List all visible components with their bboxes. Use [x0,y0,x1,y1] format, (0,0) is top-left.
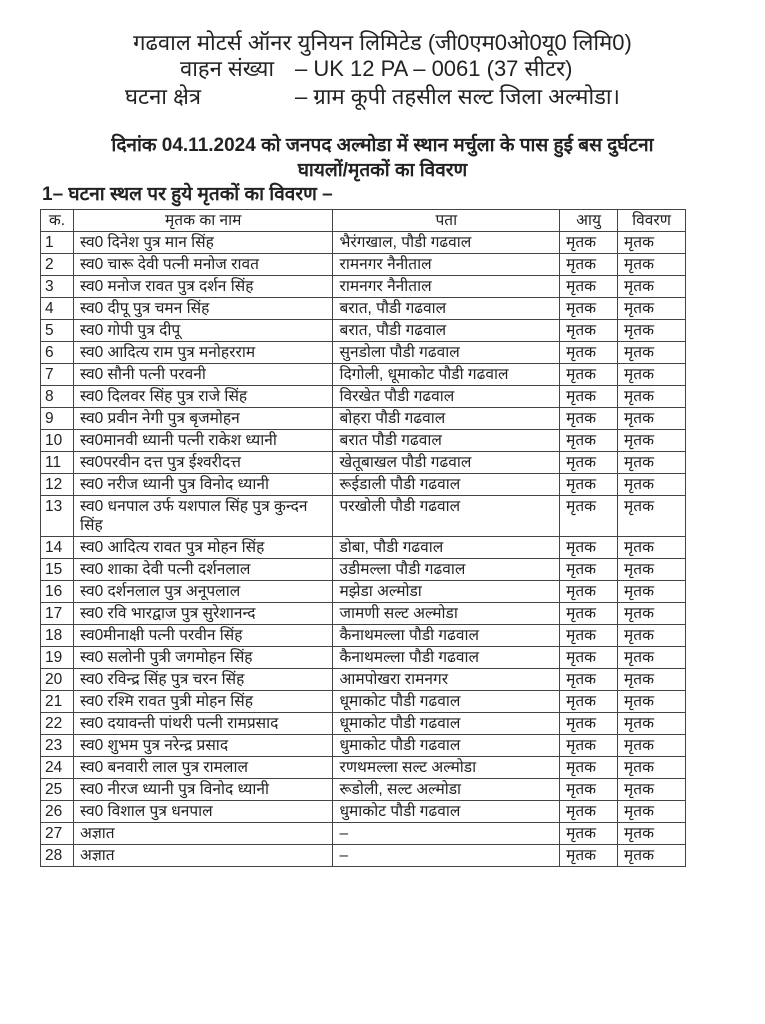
age-cell: मृतक [560,735,618,757]
remark-cell: मृतक [618,845,686,867]
age-cell: मृतक [560,496,618,537]
remark-cell: मृतक [618,559,686,581]
address-cell: रामनगर नैनीताल [333,276,560,298]
table-row [41,603,686,625]
section-heading: 1– घटना स्थल पर हुये मृतकों का विवरण – [42,184,333,205]
address-cell: जामणी सल्ट अल्मोडा [333,603,560,625]
remark-cell: मृतक [618,452,686,474]
remark-cell: मृतक [618,298,686,320]
address-cell: दिगोली, धूमाकोट पौडी गढवाल [333,364,560,386]
age-cell: मृतक [560,364,618,386]
serial-cell: 22 [41,713,74,735]
name-cell: अज्ञात [73,845,333,867]
remark-cell: मृतक [618,823,686,845]
vehicle-number-value: – UK 12 PA – 0061 (37 सीटर) [295,56,573,81]
address-cell: कैनाथमल्ला पौडी गढवाल [333,647,560,669]
document-title: दिनांक 04.11.2024 को जनपद अल्मोडा में स्थान मर्चुला के पास हुई बस दुर्घटना [111,135,654,156]
incident-area-label: घटना क्षेत्र [125,84,202,109]
remark-cell: मृतक [618,779,686,801]
remark-cell: मृतक [618,625,686,647]
table-row [41,669,686,691]
address-cell: – [333,823,560,845]
address-cell: बरात पौडी गढवाल [333,430,560,452]
serial-cell: 26 [41,801,74,823]
table-row [41,364,686,386]
age-cell: मृतक [560,779,618,801]
age-cell: मृतक [560,603,618,625]
remark-cell: मृतक [618,603,686,625]
name-cell: स्व0 मनोज रावत पुत्र दर्शन सिंह [73,276,333,298]
address-cell: परखोली पौडी गढवाल [333,496,560,537]
serial-cell: 25 [41,779,74,801]
name-cell: स्व0 गोपी पुत्र दीपू [73,320,333,342]
age-cell: मृतक [560,713,618,735]
serial-cell: 13 [41,496,74,537]
column-header-remark: विवरण [618,210,686,232]
remark-cell: मृतक [618,408,686,430]
remark-cell: मृतक [618,537,686,559]
table-row [41,320,686,342]
remark-cell: मृतक [618,342,686,364]
address-cell: खेतूबाखल पौडी गढवाल [333,452,560,474]
table-row [41,625,686,647]
age-cell: मृतक [560,342,618,364]
column-header-age: आयु [560,210,618,232]
name-cell: स्व0 रश्मि रावत पुत्री मोहन सिंह [73,691,333,713]
age-cell: मृतक [560,430,618,452]
serial-cell: 10 [41,430,74,452]
remark-cell: मृतक [618,757,686,779]
serial-cell: 19 [41,647,74,669]
name-cell: स्व0 विशाल पुत्र धनपाल [73,801,333,823]
age-cell: मृतक [560,581,618,603]
age-cell: मृतक [560,254,618,276]
vehicle-number-label: वाहन संख्या [180,56,275,81]
name-cell: स्व0 दिनेश पुत्र मान सिंह [73,232,333,254]
name-cell: स्व0 आदित्य राम पुत्र मनोहरराम [73,342,333,364]
serial-cell: 24 [41,757,74,779]
address-cell: धूमाकोट पौडी गढवाल [333,691,560,713]
serial-cell: 21 [41,691,74,713]
age-cell: मृतक [560,408,618,430]
address-cell: भैरंगखाल, पौडी गढवाल [333,232,560,254]
name-cell: अज्ञात [73,823,333,845]
remark-cell: मृतक [618,320,686,342]
table-row [41,581,686,603]
remark-cell: मृतक [618,735,686,757]
name-cell: स्व0 नरीज ध्यानी पुत्र विनोद ध्यानी [73,474,333,496]
table-row [41,496,686,537]
name-cell: स्व0 दयावन्ती पांथरी पत्नी रामप्रसाद [73,713,333,735]
name-cell: स्व0मीनाक्षी पत्नी परवीन सिंह [73,625,333,647]
column-header-serial: क. [41,210,74,232]
serial-cell: 28 [41,845,74,867]
table-row [41,757,686,779]
name-cell: स्व0 दिलवर सिंह पुत्र राजे सिंह [73,386,333,408]
serial-cell: 8 [41,386,74,408]
serial-cell: 14 [41,537,74,559]
name-cell: स्व0परवीन दत्त पुत्र ईश्वरीदत्त [73,452,333,474]
address-cell: विरखेत पौडी गढवाल [333,386,560,408]
name-cell: स्व0 चारू देवी पत्नी मनोज रावत [73,254,333,276]
table-row [41,298,686,320]
name-cell: स्व0 नीरज ध्यानी पुत्र विनोद ध्यानी [73,779,333,801]
address-cell: सुनडोला पौडी गढवाल [333,342,560,364]
name-cell: स्व0 रविन्द्र सिंह पुत्र चरन सिंह [73,669,333,691]
remark-cell: मृतक [618,496,686,537]
table-row [41,691,686,713]
table-row [41,452,686,474]
age-cell: मृतक [560,537,618,559]
name-cell: स्व0 शुभम पुत्र नरेन्द्र प्रसाद [73,735,333,757]
age-cell: मृतक [560,625,618,647]
remark-cell: मृतक [618,364,686,386]
serial-cell: 15 [41,559,74,581]
column-header-name: मृतक का नाम [73,210,333,232]
remark-cell: मृतक [618,232,686,254]
age-cell: मृतक [560,823,618,845]
remark-cell: मृतक [618,254,686,276]
name-cell: स्व0 सौनी पत्नी परवनी [73,364,333,386]
remark-cell: मृतक [618,430,686,452]
age-cell: मृतक [560,232,618,254]
table-row [41,559,686,581]
address-cell: – [333,845,560,867]
serial-cell: 20 [41,669,74,691]
serial-cell: 6 [41,342,74,364]
serial-cell: 2 [41,254,74,276]
table-row [41,232,686,254]
address-cell: आमपोखरा रामनगर [333,669,560,691]
table-row [41,845,686,867]
address-cell: रूईडाली पौडी गढवाल [333,474,560,496]
name-cell: स्व0 दीपू पुत्र चमन सिंह [73,298,333,320]
remark-cell: मृतक [618,276,686,298]
age-cell: मृतक [560,298,618,320]
address-cell: कैनाथमल्ला पौडी गढवाल [333,625,560,647]
age-cell: मृतक [560,757,618,779]
address-cell: बरात, पौडी गढवाल [333,320,560,342]
table-row [41,647,686,669]
organisation-heading: गढवाल मोटर्स ऑनर युनियन लिमिटेड (जी0एम0ओ0यू0 लिमि0) [133,30,632,55]
serial-cell: 5 [41,320,74,342]
address-cell: बोहरा पौडी गढवाल [333,408,560,430]
age-cell: मृतक [560,801,618,823]
name-cell: स्व0 शाका देवी पत्नी दर्शनलाल [73,559,333,581]
serial-cell: 9 [41,408,74,430]
column-header-address: पता [333,210,560,232]
serial-cell: 4 [41,298,74,320]
address-cell: रणथमल्ला सल्ट अल्मोडा [333,757,560,779]
name-cell: स्व0 बनवारी लाल पुत्र रामलाल [73,757,333,779]
table-row [41,537,686,559]
remark-cell: मृतक [618,713,686,735]
age-cell: मृतक [560,669,618,691]
serial-cell: 23 [41,735,74,757]
table-row [41,254,686,276]
address-cell: धुमाकोट पौडी गढवाल [333,801,560,823]
name-cell: स्व0मानवी ध्यानी पत्नी राकेश ध्यानी [73,430,333,452]
remark-cell: मृतक [618,386,686,408]
age-cell: मृतक [560,647,618,669]
table-row [41,342,686,364]
table-row [41,474,686,496]
table-row [41,276,686,298]
serial-cell: 18 [41,625,74,647]
age-cell: मृतक [560,845,618,867]
name-cell: स्व0 आदित्य रावत पुत्र मोहन सिंह [73,537,333,559]
name-cell: स्व0 प्रवीन नेगी पुत्र बृजमोहन [73,408,333,430]
address-cell: उडीमल्ला पौडी गढवाल [333,559,560,581]
remark-cell: मृतक [618,647,686,669]
age-cell: मृतक [560,320,618,342]
remark-cell: मृतक [618,669,686,691]
address-cell: रामनगर नैनीताल [333,254,560,276]
address-cell: धूमाकोट पौडी गढवाल [333,713,560,735]
age-cell: मृतक [560,386,618,408]
serial-cell: 7 [41,364,74,386]
serial-cell: 1 [41,232,74,254]
address-cell: मझेडा अल्मोडा [333,581,560,603]
age-cell: मृतक [560,474,618,496]
address-cell: धुमाकोट पौडी गढवाल [333,735,560,757]
address-cell: बरात, पौडी गढवाल [333,298,560,320]
table-row [41,430,686,452]
serial-cell: 11 [41,452,74,474]
age-cell: मृतक [560,559,618,581]
address-cell: डोबा, पौडी गढवाल [333,537,560,559]
document-subtitle: घायलों/मृतकों का विवरण [297,160,468,181]
table-row [41,408,686,430]
table-header-row [41,210,686,232]
name-cell: स्व0 सलोनी पुत्री जगमोहन सिंह [73,647,333,669]
age-cell: मृतक [560,276,618,298]
serial-cell: 27 [41,823,74,845]
remark-cell: मृतक [618,474,686,496]
table-row [41,386,686,408]
remark-cell: मृतक [618,581,686,603]
incident-area-value: – ग्राम कूपी तहसील सल्ट जिला अल्मोडा। [295,84,620,109]
table-row [41,735,686,757]
table-row [41,823,686,845]
serial-cell: 17 [41,603,74,625]
serial-cell: 16 [41,581,74,603]
table-row [41,801,686,823]
address-cell: रूडोली, सल्ट अल्मोडा [333,779,560,801]
deceased-table [40,209,686,867]
name-cell: स्व0 धनपाल उर्फ यशपाल सिंह पुत्र कुन्दन सिंह [73,496,333,537]
serial-cell: 12 [41,474,74,496]
table-row [41,713,686,735]
remark-cell: मृतक [618,801,686,823]
age-cell: मृतक [560,691,618,713]
table-row [41,779,686,801]
remark-cell: मृतक [618,691,686,713]
serial-cell: 3 [41,276,74,298]
name-cell: स्व0 रवि भारद्वाज पुत्र सुरेशानन्द [73,603,333,625]
age-cell: मृतक [560,452,618,474]
name-cell: स्व0 दर्शनलाल पुत्र अनूपलाल [73,581,333,603]
